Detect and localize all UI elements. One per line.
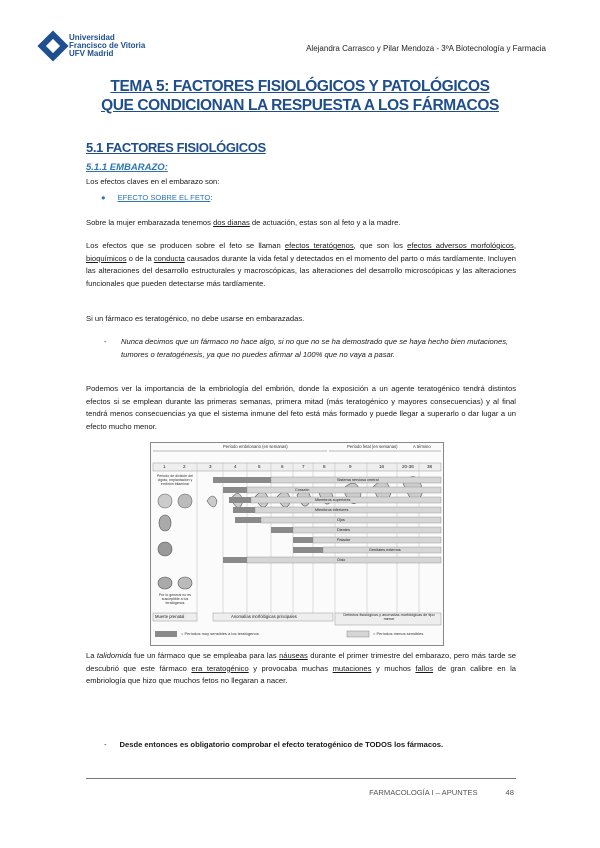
underlined-term: dos dianas [213,218,250,227]
sensitive-period-bar [293,537,313,543]
text-run: Los efectos que se producen sobre el feto se llaman [86,241,285,250]
bar-label: Miembros superiores [315,498,351,502]
week-label: 5 [258,464,261,469]
embryo-illustration [158,542,172,556]
footer-subject: FARMACOLOGÍA I – APUNTES [369,788,478,797]
fig-period-embryo: Período embrionario (en semanas) [223,444,288,449]
paragraph-targets [86,217,516,230]
sensitive-period-bar [229,497,251,503]
underlined-term: mutaciones [332,663,372,673]
less-sensitive-period-bar [293,527,441,533]
text-run: y provocaba muchas [248,663,333,673]
paragraph-teratogenic-effects [86,240,516,290]
final-note [104,740,443,749]
less-sensitive-period-bar [247,487,441,493]
text-run: de gran calibre en la embriología que hizo que muchos fetos no llegaran a nacer. [86,663,517,686]
text-run: Sobre la mujer embarazada tenemos [86,218,214,227]
university-logo [38,30,156,62]
less-sensitive-period-bar [261,517,441,523]
bullet-dot-icon: ● [101,193,106,202]
bar-label: Corazón [295,488,310,492]
legend-swatch-less [347,631,369,637]
underlined-term: era teratogénico [191,663,249,673]
bar-label: Ojos [337,518,345,522]
text-run: y muchos [371,663,416,673]
sensitive-period-bar [233,507,255,513]
bullet-label: EFECTO SOBRE EL FETO [117,193,211,202]
fig-row-mid: Anomalías morfológicas principales [231,614,297,619]
page-title [60,77,540,115]
paragraph-embryology: Podemos ver la importancia de la embriología del embrión, donde la exposición a un agente teratogénico tendrá distintos efectos si se emplean durante las primeras semanas, primera mitad (más teratogénico y mayores consecuencias) y al final tendrá menos consecuencias ya que el sistema inmune del feto está más formado y puede llegar a superarlo o dar lugar a un efecto mucho menor. [86,384,516,431]
week-label: 3 [209,464,212,469]
underlined-term: efectos adversos morfológicos [407,241,514,250]
fig-legend-b: = Períodos menos sensibles [373,631,424,636]
fig-week-labels [153,464,441,472]
sensitive-period-bar [271,527,293,533]
bullet-suffix: : [210,193,213,202]
university-logo-mark [37,30,68,61]
page-footer [369,788,514,797]
title-line: QUE CONDICIONAN LA RESPUESTA A LOS FÁRMACOS [101,97,499,114]
final-text: Desde entonces es obligatorio comprobar el efecto teratogénico de TODOS los fármacos. [119,740,444,749]
fig-early-note-2: Por lo general no es susceptible a los teratógenos [158,593,192,606]
bar-label: Miembros inferiores [315,508,349,512]
text-run: , que son los [353,241,408,250]
teratogen-sensitivity-figure [150,442,444,646]
fig-early-note: Periodo de división del cigoto, implantación y embrión bilaminar [156,474,194,487]
week-label: 9 [349,464,352,469]
text-run: fue un fármaco que se empleaba para las [131,651,280,660]
week-label: 4 [234,464,237,469]
bar-label: Genitales externos [369,548,401,552]
fig-legend-a: = Períodos muy sensibles a los teratógenos [181,631,259,636]
text-run: durante el primer trimestre del embarazo, pero más tarde se descubrió que este fármaco [86,651,517,673]
sensitive-period-bar [223,487,247,493]
footer-divider [86,778,516,779]
university-logo-text [69,34,145,58]
week-label: 16 [379,464,385,469]
paragraph-thalidomide [86,650,516,688]
emphasized-term: talidomida [96,651,132,660]
fig-term: A término [413,444,431,449]
sensitive-period-bar [293,547,323,553]
quote-text: Nunca decimos que un fármaco no hace algo, si no que no se ha demostrado que se haya hecho bien mutaciones, tumores o teratogénesis, ya que no puedes afirmar al 100% que no vaya a pasar. [121,337,509,359]
embryo-illustration [158,494,172,508]
final-dash: - [104,740,107,749]
week-label: 2 [183,464,186,469]
underlined-term: bioquímicos [86,253,127,263]
logo-line: UFV Madrid [69,49,114,58]
sensitive-period-bar [223,557,247,563]
week-label: 38 [427,464,433,469]
header-authors: Alejandra Carrasco y Pilar Mendoza - 3ºA Biotecnología y Farmacia [306,44,546,53]
underlined-term: conducta [153,253,185,263]
logo-line: Universidad [69,33,115,42]
fig-row-left: Muerte prenatal [155,614,185,619]
paragraph-teratogenic-drug: Si un fármaco es teratogénico, no debe usarse en embarazadas. [86,314,305,323]
bar-label: Paladar [337,538,351,542]
week-label: 7 [302,464,305,469]
underlined-term: náuseas [279,651,308,660]
subsection-heading: 5.1.1 EMBARAZO: [86,162,168,173]
title-line: TEMA 5: FACTORES FISIOLÓGICOS Y PATOLÓGICOS [110,78,490,95]
week-label: 6 [281,464,284,469]
underlined-term: fallos [415,663,434,673]
quote-dash: - [104,337,107,346]
text-run: La [86,651,97,660]
underlined-term: efectos teratógenos [284,241,354,250]
fig-row-right: Defectos fisiológicos y anomalías morfológicas de tipo menor [343,613,435,622]
bar-label: Sistema nervioso central [337,478,379,482]
embryo-illustration [178,494,192,508]
text-run: o de la [126,253,154,263]
quote-item [104,336,514,361]
week-label: 1 [163,464,166,469]
bullet-item [101,193,212,202]
legend-swatch-sensitive [155,631,177,637]
bar-label: Dientes [337,528,350,532]
fig-period-fetal: Período fetal (en semanas) [347,444,398,449]
text-run: causados durante la vida fetal y detectados en el momento del parto o más tardíamente. Incluyen las alteraciones del desarrollo estructurales y macroscópicas, las alteraciones del desarrollo microscópicas y las alteraciones funcionales que pueden detectarse más tardíamente. [86,253,516,288]
embryo-illustration [178,577,192,589]
text-run: , [513,241,516,250]
week-label: 20-36 [402,464,414,469]
week-label: 8 [323,464,326,469]
bar-label: Oído [337,558,346,562]
less-sensitive-period-bar [313,537,441,543]
page-number: 48 [505,788,514,797]
sensitive-period-bar [235,517,261,523]
logo-line: Francisco de Vitoria [69,41,146,50]
embryo-illustration [158,577,172,589]
sensitive-period-bar [213,477,271,483]
intro-paragraph: Los efectos claves en el embarazo son: [86,177,220,186]
text-run: de actuación, estas son al feto y a la madre. [249,218,401,227]
embryo-illustration [159,515,171,531]
section-heading: 5.1 FACTORES FISIOLÓGICOS [86,140,266,155]
